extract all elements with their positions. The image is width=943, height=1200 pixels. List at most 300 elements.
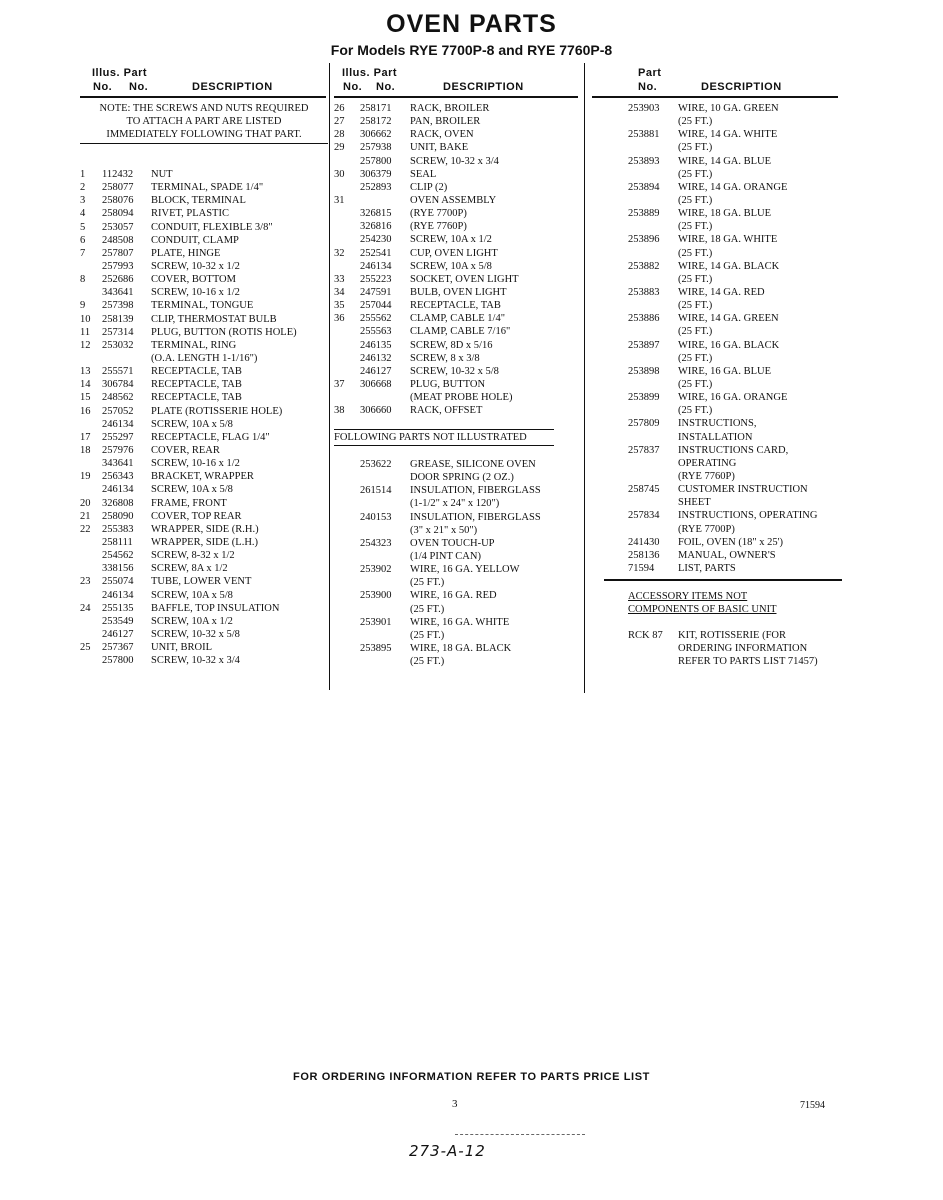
col2-not-illustrated-list <box>334 458 584 668</box>
part-row <box>628 523 888 536</box>
part-no: 258171 <box>360 103 392 114</box>
part-row <box>334 391 584 404</box>
col3-header-rule <box>592 96 838 98</box>
illus-no: 10 <box>80 313 91 325</box>
description: WIRE, 14 GA. WHITE <box>678 129 778 141</box>
part-row <box>628 457 888 470</box>
part-row <box>80 207 330 220</box>
description: (3" x 21" x 50") <box>410 524 478 536</box>
description: CUSTOMER INSTRUCTION <box>678 484 808 496</box>
part-row <box>80 168 330 181</box>
description: CONDUIT, CLAMP <box>151 234 239 246</box>
description: ORDERING INFORMATION <box>678 643 808 655</box>
part-no: 255563 <box>360 326 392 338</box>
description: INSTRUCTIONS, <box>678 418 757 430</box>
part-row <box>80 470 330 483</box>
description: (25 FT.) <box>678 326 713 338</box>
part-no: 257834 <box>628 510 660 522</box>
part-row <box>334 325 584 338</box>
part-row <box>334 339 584 352</box>
part-row <box>334 312 584 325</box>
part-row <box>80 615 330 628</box>
description: (25 FT.) <box>678 194 713 206</box>
part-row <box>334 247 584 260</box>
col3-header-no: No. <box>638 81 658 93</box>
part-row <box>334 603 584 616</box>
part-no: 241430 <box>628 536 660 548</box>
col2-parts-list <box>334 102 584 417</box>
col3-header-part: Part <box>638 67 662 79</box>
part-row <box>80 628 330 641</box>
part-row <box>80 549 330 562</box>
illus-no: 15 <box>80 392 91 404</box>
part-row <box>628 312 888 325</box>
part-no: 246134 <box>102 589 134 601</box>
part-no: 255562 <box>360 313 392 325</box>
description: (25 FT.) <box>678 273 713 285</box>
description: SCREW, 10A x 5/8 <box>151 418 233 430</box>
accessory-heading <box>628 590 776 616</box>
part-no: 248508 <box>102 234 134 246</box>
part-row <box>80 352 330 365</box>
description: SCREW, 10-32 x 3/4 <box>151 655 240 667</box>
illus-no: 31 <box>334 194 345 206</box>
part-no: 261514 <box>360 485 392 497</box>
part-no: 257809 <box>628 418 660 430</box>
part-row <box>334 260 584 273</box>
part-no: 258136 <box>628 549 660 561</box>
part-no: 253897 <box>628 339 660 351</box>
part-no: 326815 <box>360 208 392 220</box>
part-no: 326816 <box>360 221 392 233</box>
description: FOIL, OVEN (18" x 25') <box>678 536 784 548</box>
part-row <box>628 391 888 404</box>
part-no: 254323 <box>360 537 392 549</box>
description: (25 FT.) <box>678 221 713 233</box>
part-row <box>628 496 888 509</box>
description: (25 FT.) <box>678 352 713 364</box>
description: (25 FT.) <box>678 142 713 154</box>
part-row <box>628 444 888 457</box>
part-row <box>628 562 888 575</box>
illus-no: 6 <box>80 234 86 246</box>
part-no: 255383 <box>102 523 134 535</box>
description: TERMINAL, SPADE 1/4" <box>151 182 264 194</box>
description: OVEN TOUCH-UP <box>410 537 495 549</box>
description: CLAMP, CABLE 1/4" <box>410 313 506 325</box>
part-no: 343641 <box>102 287 134 299</box>
part-no: 253881 <box>628 129 660 141</box>
part-no: 258094 <box>102 208 134 220</box>
part-row <box>80 273 330 286</box>
ordering-info: FOR ORDERING INFORMATION REFER TO PARTS PRICE LIST <box>293 1071 650 1083</box>
part-no: 306668 <box>360 378 392 390</box>
description: CLIP (2) <box>410 181 448 193</box>
description: RECEPTACLE, FLAG 1/4" <box>151 431 270 443</box>
part-row <box>628 325 888 338</box>
description: PLUG, BUTTON (ROTIS HOLE) <box>151 326 297 338</box>
part-row <box>80 391 330 404</box>
description: (25 FT.) <box>678 168 713 180</box>
part-no: 258139 <box>102 313 134 325</box>
col2-header-no2: No. <box>376 81 396 93</box>
col1-header-no: No. <box>93 81 113 93</box>
part-row <box>628 470 888 483</box>
description: WIRE, 16 GA. RED <box>410 590 497 602</box>
part-no: 338156 <box>102 563 134 575</box>
part-row <box>628 286 888 299</box>
part-row <box>80 641 330 654</box>
description: MANUAL, OWNER'S <box>678 549 776 561</box>
description: INSTRUCTIONS CARD, <box>678 444 789 456</box>
part-row <box>334 589 584 602</box>
part-no: 255571 <box>102 366 134 378</box>
description: (RYE 7760P) <box>678 470 735 482</box>
part-row <box>628 102 888 115</box>
part-row <box>334 576 584 589</box>
part-row <box>334 524 584 537</box>
description: WIRE, 14 GA. BLACK <box>678 260 780 272</box>
part-no: 246127 <box>102 628 134 640</box>
illus-no: 27 <box>334 116 345 128</box>
part-no: 253894 <box>628 181 660 193</box>
illus-no: 26 <box>334 103 345 114</box>
description: SHEET <box>678 497 711 509</box>
part-no: 255074 <box>102 576 134 588</box>
part-row <box>80 326 330 339</box>
description: TERMINAL, RING <box>151 339 237 351</box>
page-number: 3 <box>452 1098 458 1110</box>
col1-header-illus-part: Illus. Part <box>92 67 148 79</box>
part-no: 253622 <box>360 459 392 470</box>
description: (1/4 PINT CAN) <box>410 550 481 562</box>
description: SCREW, 8-32 x 1/2 <box>151 550 235 562</box>
illus-no: 28 <box>334 129 345 141</box>
part-no: 258076 <box>102 195 134 207</box>
part-row <box>628 483 888 496</box>
part-no: 253549 <box>102 615 134 627</box>
part-no: 254230 <box>360 234 392 246</box>
description: DOOR SPRING (2 OZ.) <box>410 472 514 484</box>
illus-no: 25 <box>80 642 91 654</box>
description: (O.A. LENGTH 1-1/16") <box>151 352 258 364</box>
part-row <box>334 207 584 220</box>
illus-no: 13 <box>80 366 91 378</box>
part-no: 257800 <box>360 155 392 167</box>
description: WIRE, 14 GA. ORANGE <box>678 181 788 193</box>
description: (1-1/2" x 24" x 120") <box>410 498 500 510</box>
illus-no: 20 <box>80 497 91 509</box>
description: (25 FT.) <box>410 577 445 589</box>
note-line-2: TO ATTACH A PART ARE LISTED <box>126 116 282 128</box>
description: GREASE, SILICONE OVEN <box>410 459 536 470</box>
part-row <box>80 523 330 536</box>
description: (25 FT.) <box>678 247 713 259</box>
part-no: 255297 <box>102 431 134 443</box>
description: PLATE, HINGE <box>151 247 221 259</box>
part-row <box>334 484 584 497</box>
description: WRAPPER, SIDE (R.H.) <box>151 523 259 535</box>
illus-no: 24 <box>80 602 91 614</box>
part-no: 253882 <box>628 260 660 272</box>
part-row <box>80 589 330 602</box>
note-block <box>80 102 328 142</box>
illus-no: 7 <box>80 247 86 259</box>
col2-header-rule <box>334 96 578 98</box>
part-row <box>334 233 584 246</box>
handwritten-note: 273-A-12 <box>409 1142 486 1160</box>
part-row <box>628 141 888 154</box>
description: BRACKET, WRAPPER <box>151 471 254 483</box>
part-no: 253903 <box>628 103 660 114</box>
description: CONDUIT, FLEXIBLE 3/8" <box>151 221 273 233</box>
part-row <box>334 194 584 207</box>
document-number: 71594 <box>800 1100 825 1111</box>
part-row <box>80 457 330 470</box>
illus-no: 8 <box>80 274 86 286</box>
part-row <box>80 313 330 326</box>
part-row <box>334 655 584 668</box>
part-row <box>80 654 330 667</box>
part-row <box>628 339 888 352</box>
description: WIRE, 14 GA. GREEN <box>678 313 779 325</box>
part-no: 253893 <box>628 155 660 167</box>
accessory-row <box>628 642 888 655</box>
part-no: 71594 <box>628 562 655 574</box>
part-row <box>628 247 888 260</box>
part-row <box>628 431 888 444</box>
illus-no: 1 <box>80 169 86 180</box>
part-row <box>80 260 330 273</box>
part-no: 257044 <box>360 300 392 312</box>
description: SCREW, 10-32 x 5/8 <box>151 628 240 640</box>
part-row <box>334 471 584 484</box>
illus-no: 32 <box>334 247 345 259</box>
part-no: 246134 <box>102 418 134 430</box>
description: INSTALLATION <box>678 431 753 443</box>
part-no: 306662 <box>360 129 392 141</box>
description: SCREW, 10-16 x 1/2 <box>151 287 240 299</box>
description: SCREW, 8A x 1/2 <box>151 563 228 575</box>
description: WRAPPER, SIDE (L.H.) <box>151 536 259 548</box>
part-no: 257938 <box>360 142 392 154</box>
description: (RYE 7700P) <box>678 523 735 535</box>
description: INSULATION, FIBERGLASS <box>410 485 541 497</box>
part-row <box>80 194 330 207</box>
illus-no: 9 <box>80 300 86 312</box>
description: SCREW, 10A x 5/8 <box>151 484 233 496</box>
part-no: 253889 <box>628 208 660 220</box>
part-no: 253901 <box>360 616 392 628</box>
part-row <box>628 260 888 273</box>
description: COVER, BOTTOM <box>151 274 236 286</box>
part-row <box>334 168 584 181</box>
illus-no: 19 <box>80 471 91 483</box>
description: WIRE, 16 GA. YELLOW <box>410 564 520 576</box>
illus-no: 34 <box>334 286 345 298</box>
part-no: 246127 <box>360 365 392 377</box>
part-row <box>80 181 330 194</box>
part-row <box>80 536 330 549</box>
part-row <box>334 404 584 417</box>
illus-no: 18 <box>80 444 91 456</box>
description: SCREW, 10A x 5/8 <box>151 589 233 601</box>
description: RACK, BROILER <box>410 103 490 114</box>
illus-no: 16 <box>80 405 91 417</box>
description: BLOCK, TERMINAL <box>151 195 246 207</box>
part-no: 246132 <box>360 352 392 364</box>
part-row <box>80 365 330 378</box>
description: OVEN ASSEMBLY <box>410 194 497 206</box>
part-no: 306660 <box>360 405 392 417</box>
description: WIRE, 10 GA. GREEN <box>678 103 779 114</box>
part-row <box>80 562 330 575</box>
description: UNIT, BAKE <box>410 142 469 154</box>
description: SOCKET, OVEN LIGHT <box>410 273 519 285</box>
illus-no: 2 <box>80 182 86 194</box>
part-no: 252686 <box>102 274 134 286</box>
description: RACK, OFFSET <box>410 405 483 417</box>
part-row <box>628 115 888 128</box>
description: CUP, OVEN LIGHT <box>410 247 498 259</box>
description: SCREW, 8 x 3/8 <box>410 352 480 364</box>
description: REFER TO PARTS LIST 71457) <box>678 656 818 668</box>
note-line-3: IMMEDIATELY FOLLOWING THAT PART. <box>106 129 302 141</box>
col3-parts-list <box>628 102 888 575</box>
description: WIRE, 14 GA. RED <box>678 286 765 298</box>
part-no: 246134 <box>360 260 392 272</box>
part-row <box>80 483 330 496</box>
description: SCREW, 10-32 x 5/8 <box>410 365 499 377</box>
part-no: 343641 <box>102 458 134 470</box>
part-row <box>80 418 330 431</box>
part-row <box>628 549 888 562</box>
illus-no: 3 <box>80 195 86 207</box>
accessory-line-2: COMPONENTS OF BASIC UNIT <box>628 604 777 616</box>
illus-no: 37 <box>334 378 345 390</box>
description: TUBE, LOWER VENT <box>151 576 252 588</box>
illus-no: 38 <box>334 405 345 417</box>
illus-no: 30 <box>334 168 345 180</box>
illus-no: 23 <box>80 576 91 588</box>
part-row <box>80 299 330 312</box>
illus-no: 11 <box>80 326 91 338</box>
description: WIRE, 18 GA. BLACK <box>410 642 512 654</box>
description: (25 FT.) <box>678 378 713 390</box>
accessory-list <box>628 629 888 668</box>
note-line-1: NOTE: THE SCREWS AND NUTS REQUIRED <box>99 103 309 114</box>
description: WIRE, 16 GA. BLUE <box>678 365 772 377</box>
description: WIRE, 18 GA. BLUE <box>678 208 772 220</box>
description: SCREW, 10-16 x 1/2 <box>151 458 240 470</box>
part-no: 247591 <box>360 286 392 298</box>
description: (MEAT PROBE HOLE) <box>410 392 513 404</box>
part-no: 252893 <box>360 181 392 193</box>
part-no: 246135 <box>360 339 392 351</box>
part-no: 257976 <box>102 444 134 456</box>
illus-no: 33 <box>334 273 345 285</box>
col1-header-rule <box>80 96 326 98</box>
description: SCREW, 10A x 5/8 <box>410 260 492 272</box>
part-no: 306379 <box>360 168 392 180</box>
part-row <box>80 431 330 444</box>
description: COVER, REAR <box>151 444 220 456</box>
part-row <box>334 365 584 378</box>
description: INSULATION, FIBERGLASS <box>410 511 541 523</box>
part-row <box>628 352 888 365</box>
part-row <box>334 629 584 642</box>
part-no: RCK 87 <box>628 630 663 641</box>
part-no: 254562 <box>102 550 134 562</box>
part-row <box>628 378 888 391</box>
description: CLAMP, CABLE 7/16" <box>410 326 511 338</box>
description: RECEPTACLE, TAB <box>151 392 242 404</box>
part-row <box>80 602 330 615</box>
part-no: 258172 <box>360 116 392 128</box>
part-row <box>80 247 330 260</box>
description: (RYE 7760P) <box>410 221 467 233</box>
part-row <box>628 155 888 168</box>
part-row <box>334 141 584 154</box>
part-no: 253898 <box>628 365 660 377</box>
description: CLIP, THERMOSTAT BULB <box>151 313 277 325</box>
description: (25 FT.) <box>410 656 445 668</box>
part-row <box>628 509 888 522</box>
part-row <box>334 616 584 629</box>
description: RIVET, PLASTIC <box>151 208 229 220</box>
description: FRAME, FRONT <box>151 497 227 509</box>
part-no: 258077 <box>102 182 134 194</box>
description: WIRE, 14 GA. BLUE <box>678 155 772 167</box>
part-row <box>628 194 888 207</box>
illus-no: 4 <box>80 208 86 220</box>
part-no: 258090 <box>102 510 134 522</box>
illus-no: 22 <box>80 523 91 535</box>
part-no: 253902 <box>360 564 392 576</box>
description: NUT <box>151 169 173 180</box>
description: (25 FT.) <box>678 300 713 312</box>
description: SCREW, 10-32 x 1/2 <box>151 260 240 272</box>
description: PLUG, BUTTON <box>410 378 486 390</box>
part-row <box>80 339 330 352</box>
page-title: OVEN PARTS <box>386 10 557 38</box>
part-row <box>334 299 584 312</box>
part-no: 256343 <box>102 471 134 483</box>
part-row <box>80 510 330 523</box>
part-no: 258745 <box>628 484 660 496</box>
description: RACK, OVEN <box>410 129 474 141</box>
accessory-line-1: ACCESSORY ITEMS NOT <box>628 591 748 602</box>
note-rule <box>80 143 328 144</box>
col2-header-description: DESCRIPTION <box>443 81 524 93</box>
part-row <box>334 563 584 576</box>
part-no: 253896 <box>628 234 660 246</box>
description: LIST, PARTS <box>678 562 736 574</box>
illus-no: 29 <box>334 142 345 154</box>
part-row <box>628 233 888 246</box>
part-no: 257398 <box>102 300 134 312</box>
part-row <box>334 458 584 471</box>
description: SCREW, 8D x 5/16 <box>410 339 493 351</box>
accessory-row <box>628 655 888 668</box>
description: INSTRUCTIONS, OPERATING <box>678 510 818 522</box>
illus-no: 35 <box>334 300 345 312</box>
part-no: 257807 <box>102 247 134 259</box>
part-row <box>334 550 584 563</box>
part-no: 253057 <box>102 221 134 233</box>
description: RECEPTACLE, TAB <box>151 379 242 391</box>
part-row <box>628 299 888 312</box>
